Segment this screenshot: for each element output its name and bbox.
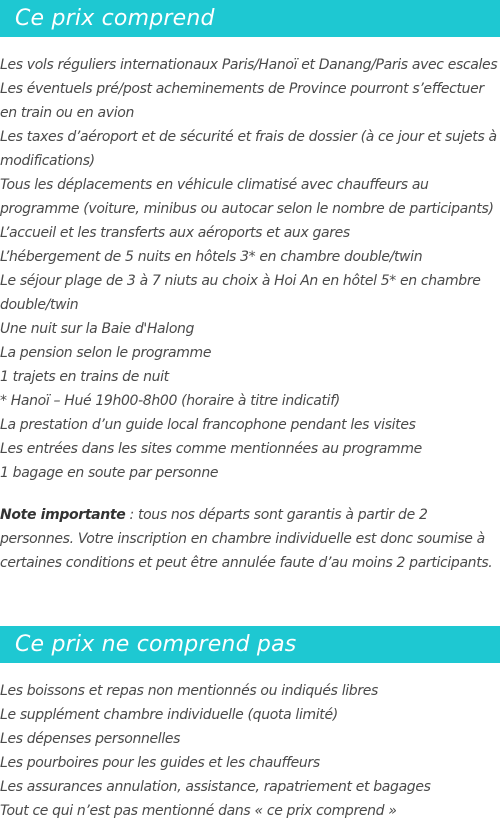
list-item: * Hanoï – Hué 19h00-8h00 (horaire à titre indicatif) — [0, 393, 340, 409]
excluded-title: Ce prix ne comprend pas — [15, 632, 297, 657]
included-title: Ce prix comprend — [15, 6, 215, 31]
list-item: Les dépenses personnelles — [0, 731, 181, 747]
excluded-header — [0, 626, 500, 663]
excluded-section — [0, 626, 500, 823]
list-item: Les pourboires pour les guides et les chauffeurs — [0, 755, 320, 771]
important-note-text: : tous nos départs sont garantis à partir de 2 personnes. Votre inscription en chambre individuelle est donc soumise à certaines conditions et peut être annulée faute d’au moins 2 participants. — [0, 507, 493, 571]
list-item: Les boissons et repas non mentionnés ou indiqués libres — [0, 683, 378, 699]
list-item: Le supplément chambre individuelle (quota limité) — [0, 707, 338, 723]
included-header — [0, 0, 500, 37]
list-item: Le séjour plage de 3 à 7 niuts au choix à Hoi An en hôtel 5* en chambre double/twin — [0, 273, 481, 313]
important-note-label: Note importante — [0, 507, 126, 523]
list-item: La pension selon le programme — [0, 345, 212, 361]
list-item: L’hébergement de 5 nuits en hôtels 3* en chambre double/twin — [0, 249, 423, 265]
list-item: Les taxes d’aéroport et de sécurité et frais de dossier (à ce jour et sujets à modifications) — [0, 129, 497, 169]
important-note — [0, 503, 500, 575]
list-item: L’accueil et les transferts aux aéroports et aux gares — [0, 225, 350, 241]
list-item: Une nuit sur la Baie d'Halong — [0, 321, 195, 337]
list-item: Les entrées dans les sites comme mentionnées au programme — [0, 441, 422, 457]
list-item: Tout ce qui n’est pas mentionné dans « ce prix comprend » — [0, 803, 397, 819]
list-item: Les assurances annulation, assistance, rapatriement et bagages — [0, 779, 431, 795]
list-item: La prestation d’un guide local francophone pendant les visites — [0, 417, 416, 433]
list-item: Les vols réguliers internationaux Paris/Hanoï et Danang/Paris avec escales — [0, 57, 498, 73]
included-list — [0, 37, 500, 485]
list-item: 1 trajets en trains de nuit — [0, 369, 169, 385]
list-item: Tous les déplacements en véhicule climatisé avec chauffeurs au programme (voiture, minibus ou autocar selon le nombre de participants) — [0, 177, 494, 217]
list-item: Les éventuels pré/post acheminements de Province pourront s’effectuer en train ou en avion — [0, 81, 484, 121]
list-item: 1 bagage en soute par personne — [0, 465, 219, 481]
excluded-list — [0, 663, 500, 823]
